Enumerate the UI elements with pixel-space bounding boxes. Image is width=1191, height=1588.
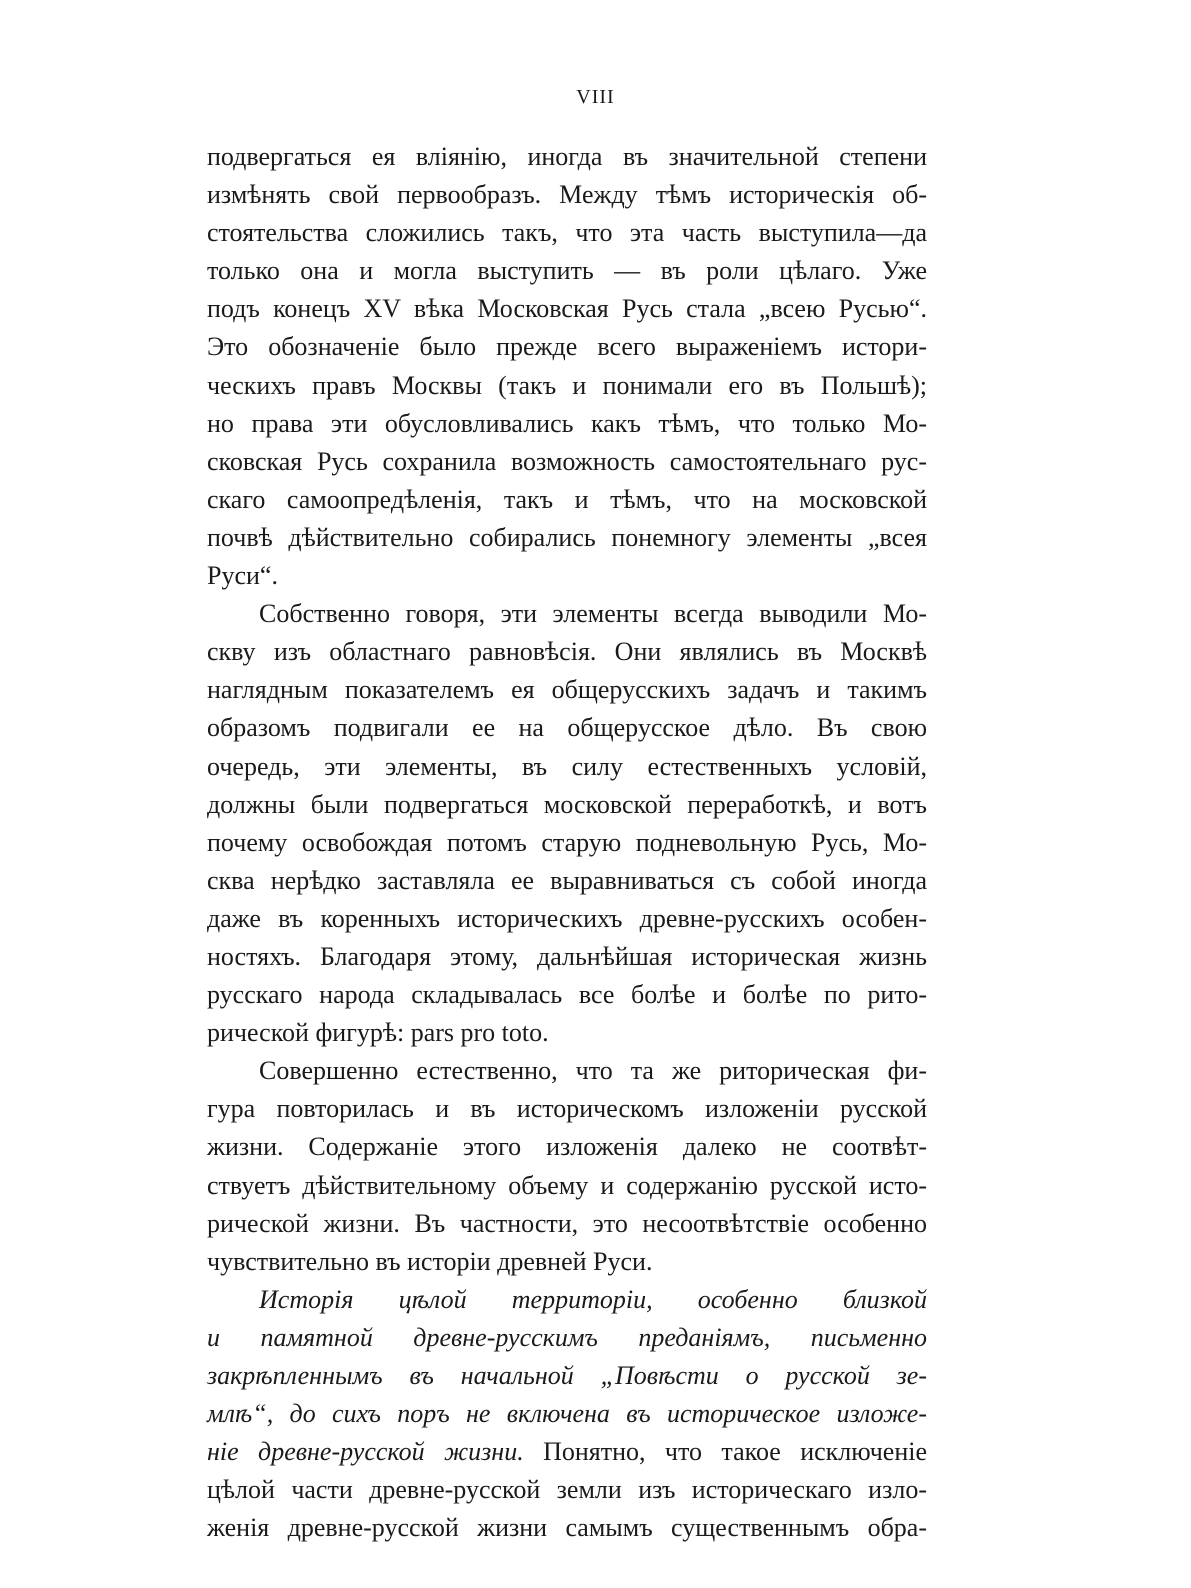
italic-text: ніе древне-русской жизни.: [207, 1437, 524, 1467]
text-line: [207, 938, 927, 976]
text-line: [207, 1509, 927, 1547]
text-segment: но права эти обусловливались какъ тѣмъ, что только Мо-: [207, 408, 927, 438]
text-line: [207, 214, 927, 252]
text-line: [207, 633, 927, 671]
text-segment: только она и могла выступить — въ роли цѣлаго. Уже: [207, 256, 927, 286]
text-line: [207, 1471, 927, 1509]
text-line: [207, 1395, 927, 1433]
text-segment: Это обозначеніе было прежде всего выраженіемъ истори-: [207, 332, 927, 362]
page-body-text: [207, 138, 927, 1547]
text-segment: гура повторилась и въ историческомъ изложеніи русской: [207, 1094, 927, 1124]
text-segment: цѣлой части древне-русской земли изъ историческаго изло-: [207, 1475, 927, 1505]
text-line: [207, 1167, 927, 1205]
text-line: [207, 1052, 927, 1090]
text-segment: подвергаться ея вліянію, иногда въ значительной степени: [207, 142, 927, 171]
text-segment: сковская Русь сохранила возможность самостоятельнаго рус-: [207, 446, 927, 476]
text-segment: жизни. Содержаніе этого изложенія далеко не соотвѣт-: [207, 1132, 927, 1162]
text-segment: Совершенно естественно, что та же риторическая фи-: [259, 1056, 927, 1086]
text-segment: даже въ коренныхъ историческихъ древне-русскихъ особен-: [207, 903, 927, 933]
text-line: [207, 367, 927, 405]
text-segment: скаго самоопредѣленія, такъ и тѣмъ, что на московской: [207, 484, 927, 514]
text-line: [207, 1014, 927, 1052]
italic-text: и памятной древне-русскимъ преданіямъ, письменно: [207, 1322, 927, 1352]
text-line: [207, 481, 927, 519]
text-line: [207, 748, 927, 786]
text-line: [207, 252, 927, 290]
text-line: [207, 1281, 927, 1319]
text-line: [207, 976, 927, 1014]
text-segment: подъ конецъ XV вѣка Московская Русь стала „всею Русью“.: [207, 294, 927, 324]
text-segment: ствуетъ дѣйствительному объему и содержанію русской исто-: [207, 1170, 927, 1200]
italic-text: млѣ“, до сихъ поръ не включена въ историческое изложе-: [207, 1399, 927, 1429]
text-line: [207, 405, 927, 443]
text-segment: скву изъ областнаго равновѣсія. Они являлись въ Москвѣ: [207, 637, 927, 667]
text-line: [207, 709, 927, 747]
text-line: [207, 290, 927, 328]
text-segment: образомъ подвигали ее на общерусское дѣло. Въ свою: [207, 713, 927, 743]
text-line: [207, 328, 927, 366]
italic-text: Исторія цѣлой территоріи, особенно близкой: [259, 1284, 927, 1314]
text-line: [207, 176, 927, 214]
text-segment: ческихъ правъ Москвы (такъ и понимали его въ Польшѣ);: [207, 370, 927, 400]
text-line: [207, 519, 927, 557]
text-segment: Понятно, что такое исключеніе: [523, 1437, 928, 1467]
text-segment: очередь, эти элементы, въ силу естественныхъ условій,: [207, 751, 927, 781]
page-number: VIII: [576, 86, 615, 108]
text-segment: Собственно говоря, эти элементы всегда выводили Мо-: [259, 599, 927, 629]
text-line: [207, 1205, 927, 1243]
text-line: [207, 1319, 927, 1357]
text-segment: рической фигурѣ: pars pro toto.: [207, 1018, 549, 1048]
text-line: [207, 1128, 927, 1166]
text-line: [207, 1433, 927, 1471]
text-segment: Руси“.: [207, 561, 278, 591]
text-segment: ностяхъ. Благодаря этому, дальнѣйшая историческая жизнь: [207, 941, 927, 971]
text-line: [207, 595, 927, 633]
italic-text: закрѣпленнымъ въ начальной „Повѣсти о русской зе-: [207, 1361, 927, 1390]
text-segment: стоятельства сложились такъ, что эта часть выступила—да: [207, 218, 927, 248]
text-line: [207, 138, 927, 176]
text-segment: рической жизни. Въ частности, это несоотвѣтствіе особенно: [207, 1208, 927, 1238]
text-line: [207, 443, 927, 481]
text-segment: почему освобождая потомъ старую подневольную Русь, Мо-: [207, 827, 927, 857]
text-line: [207, 671, 927, 709]
text-line: [207, 786, 927, 824]
text-line: [207, 900, 927, 938]
text-line: [207, 862, 927, 900]
text-line: [207, 824, 927, 862]
text-segment: женія древне-русской жизни самымъ существеннымъ обра-: [207, 1513, 927, 1543]
text-segment: сква нерѣдко заставляла ее выравниваться съ собой иногда: [207, 865, 927, 895]
text-segment: почвѣ дѣйствительно собирались понемногу элементы „всея: [207, 522, 927, 552]
text-line: [207, 1090, 927, 1128]
text-segment: русскаго народа складывалась все болѣе и болѣе по рито-: [207, 980, 927, 1010]
text-line: [207, 557, 927, 595]
text-segment: чувствительно въ исторіи древней Руси.: [207, 1246, 653, 1276]
text-line: [207, 1243, 927, 1281]
text-segment: должны были подвергаться московской переработкѣ, и вотъ: [207, 789, 927, 819]
text-segment: измѣнять свой первообразъ. Между тѣмъ историческія об-: [207, 180, 927, 210]
text-line: [207, 1357, 927, 1395]
text-segment: наглядным показателемъ ея общерусскихъ задачъ и такимъ: [207, 675, 927, 705]
